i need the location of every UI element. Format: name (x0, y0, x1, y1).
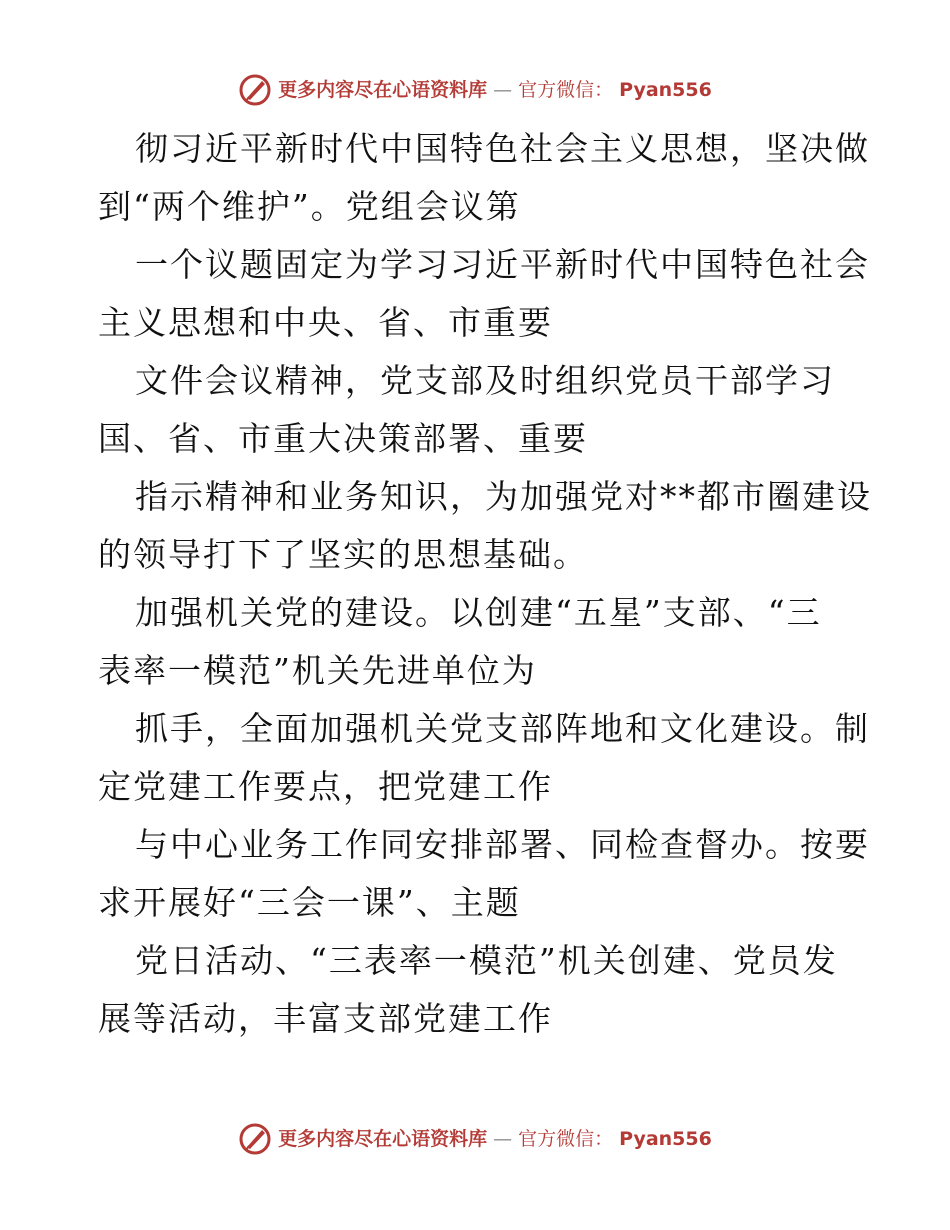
watermark-wechat-id: Pyan556 (619, 1127, 712, 1150)
watermark-separator: — (493, 78, 513, 101)
text-line: 主义思想和中央、省、市重要 (98, 303, 553, 342)
text-line: 党日活动、“三表率一模范”机关创建、党员发 (135, 941, 838, 980)
text-line: 表率一模范”机关先进单位为 (98, 651, 537, 690)
text-line: 求开展好“三会一课”、主题 (98, 883, 521, 922)
text-line: 定党建工作要点，把党建工作 (98, 767, 553, 806)
text-line: 彻习近平新时代中国特色社会主义思想，坚决做 (135, 129, 870, 168)
watermark-wechat-label: 官方微信： (518, 78, 614, 101)
watermark-main-text: 更多内容尽在心语资料库 (278, 1127, 488, 1150)
text-line: 展等活动，丰富支部党建工作 (98, 999, 553, 1038)
text-line: 的领导打下了坚实的思想基础。 (98, 535, 588, 574)
header-watermark (0, 70, 950, 110)
footer-watermark (0, 1119, 950, 1159)
watermark-separator: — (493, 1127, 513, 1150)
quill-logo-icon (238, 1122, 272, 1156)
text-line: 加强机关党的建设。以创建“五星”支部、“三 (135, 593, 822, 632)
text-line: 指示精神和业务知识，为加强党对**都市圈建设 (135, 477, 872, 516)
quill-logo-icon (238, 73, 272, 107)
watermark-main-text: 更多内容尽在心语资料库 (278, 78, 488, 101)
text-line: 文件会议精神，党支部及时组织党员干部学习 (135, 361, 835, 400)
text-line: 一个议题固定为学习习近平新时代中国特色社会 (135, 245, 870, 284)
text-line: 到“两个维护”。党组会议第 (98, 187, 521, 226)
watermark-wechat-id: Pyan556 (619, 78, 712, 101)
text-line: 与中心业务工作同安排部署、同检查督办。按要 (135, 825, 870, 864)
document-body (98, 120, 872, 1048)
text-line: 抓手，全面加强机关党支部阵地和文化建设。制 (135, 709, 870, 748)
watermark-wechat-label: 官方微信： (518, 1127, 614, 1150)
text-line: 国、省、市重大决策部署、重要 (98, 419, 588, 458)
